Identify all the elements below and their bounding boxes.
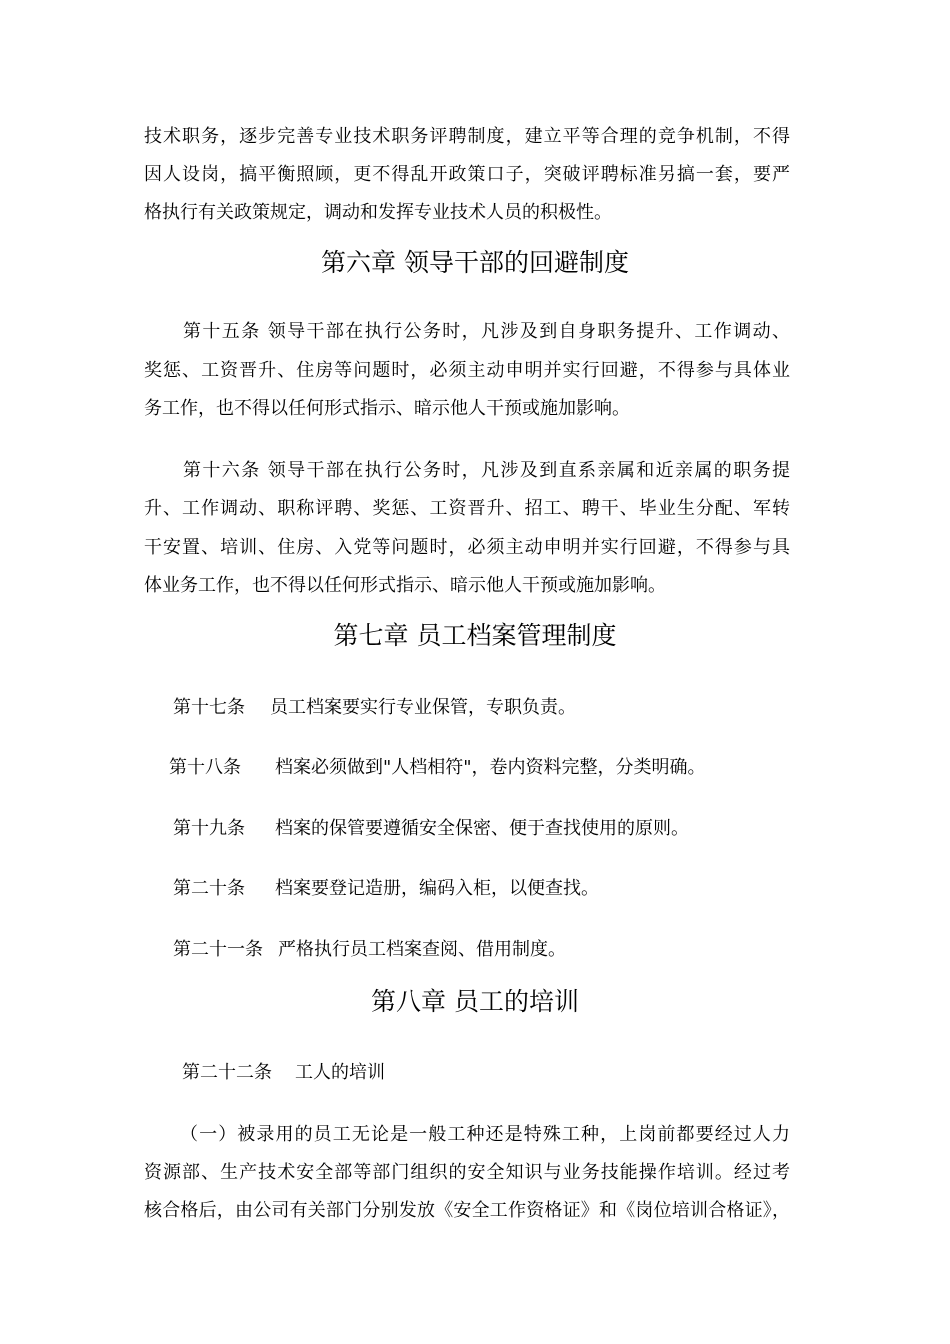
article-20	[173, 877, 599, 901]
item-1-line-2: 资源部、生产技术安全部等部门组织的安全知识与业务技能操作培训。经过考	[144, 1162, 790, 1183]
article-17-number: 第十七条	[173, 697, 245, 718]
article-21-number: 第二十一条	[173, 939, 263, 960]
article-22	[182, 1061, 385, 1085]
article-22-text: 工人的培训	[295, 1062, 385, 1083]
article-15-line-1: 第十五条 领导干部在执行公务时，凡涉及到自身职务提升、工作调动、	[183, 321, 790, 342]
article-19-number: 第十九条	[173, 818, 245, 839]
article-21	[173, 938, 566, 962]
article-20-text: 档案要登记造册，编码入柜，以便查找。	[275, 878, 599, 899]
article-17	[173, 696, 576, 720]
item-1-line-3: 核合格后，由公司有关部门分别发放《安全工作资格证》和《岗位培训合格证》，	[144, 1200, 790, 1221]
article-15-line-3: 务工作，也不得以任何形式指示、暗示他人干预或施加影响。	[144, 398, 630, 419]
article-19-text: 档案的保管要遵循安全保密、便于查找使用的原则。	[275, 818, 689, 839]
article-18	[169, 756, 706, 780]
article-16-line-4: 体业务工作，也不得以任何形式指示、暗示他人干预或施加影响。	[144, 575, 666, 596]
intro-line-2: 因人设岗，搞平衡照顾，更不得乱开政策口子，突破评聘标准另搞一套，要严	[144, 164, 790, 185]
article-19	[173, 817, 689, 841]
article-18-number: 第十八条	[169, 757, 241, 778]
article-22-number: 第二十二条	[182, 1062, 272, 1083]
article-15-line-2: 奖惩、工资晋升、住房等问题时，必须主动申明并实行回避，不得参与具体业	[144, 360, 790, 381]
article-16-line-3: 干安置、培训、住房、入党等问题时，必须主动申明并实行回避，不得参与具	[144, 537, 790, 558]
item-1-line-1: （一）被录用的员工无论是一般工种还是特殊工种，上岗前都要经过人力	[180, 1124, 790, 1145]
article-16-line-2: 升、工作调动、职称评聘、奖惩、工资晋升、招工、聘干、毕业生分配、军转	[144, 498, 790, 519]
article-18-text: 档案必须做到"人档相符"，卷内资料完整，分类明确。	[275, 757, 706, 778]
chapter-6-title: 第六章 领导干部的回避制度	[321, 248, 629, 277]
chapter-7-title: 第七章 员工档案管理制度	[333, 621, 617, 650]
intro-line-3: 格执行有关政策规定，调动和发挥专业技术人员的积极性。	[144, 202, 612, 223]
article-17-text: 员工档案要实行专业保管，专职负责。	[270, 697, 576, 718]
article-20-number: 第二十条	[173, 878, 245, 899]
article-16-line-1: 第十六条 领导干部在执行公务时，凡涉及到直系亲属和近亲属的职务提	[183, 460, 790, 481]
intro-line-1: 技术职务，逐步完善专业技术职务评聘制度，建立平等合理的竞争机制，不得	[144, 126, 790, 147]
article-21-text: 严格执行员工档案查阅、借用制度。	[278, 939, 566, 960]
chapter-8-title: 第八章 员工的培训	[371, 987, 579, 1016]
